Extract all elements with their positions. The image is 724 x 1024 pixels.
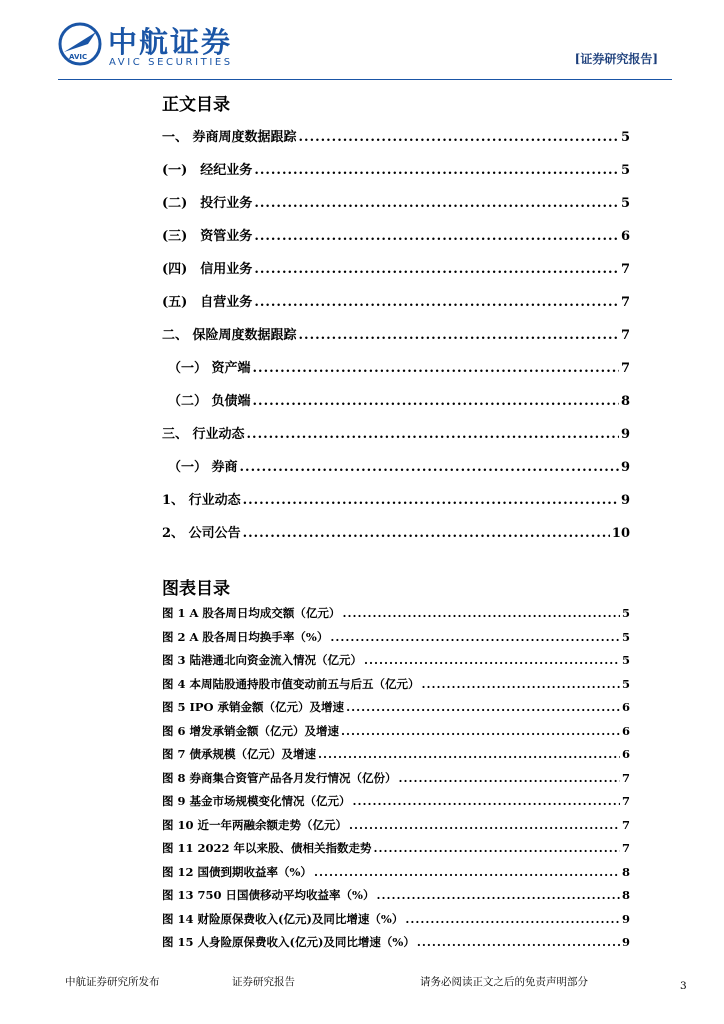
- figure-entry-page: 7: [621, 770, 630, 785]
- figure-entry-page: 7: [621, 841, 630, 855]
- dot-leader: [405, 912, 620, 926]
- figure-entry-text: 图 8 券商集合资管产品各月发行情况（亿份）: [162, 770, 397, 785]
- figure-entry[interactable]: [162, 770, 630, 794]
- figure-entry-page: 5: [621, 653, 630, 667]
- figure-entry-page: 8: [621, 888, 630, 902]
- toc-entry-page: 10: [611, 526, 630, 541]
- figure-entry[interactable]: [162, 723, 630, 747]
- toc-entry[interactable]: [162, 126, 630, 159]
- toc-entry[interactable]: [162, 489, 630, 522]
- figure-entry-text: 图 7 债承规模（亿元）及增速: [162, 747, 317, 761]
- figure-entry-text: 图 3 陆港通北向资金流入情况（亿元）: [162, 653, 363, 667]
- toc-entry-page: 7: [620, 295, 630, 310]
- toc-entry[interactable]: [162, 456, 630, 489]
- figure-entry-text: 图 13 750 日国债移动平均收益率（%）: [162, 888, 375, 902]
- figure-entry-text: 图 10 近一年两融余额走势（亿元）: [162, 817, 348, 832]
- toc-entry[interactable]: [162, 225, 630, 258]
- dot-leader: [330, 630, 620, 644]
- figure-list-title: 图表目录: [162, 579, 230, 599]
- dot-leader: [254, 163, 619, 178]
- toc-entry[interactable]: [162, 159, 630, 192]
- dot-leader: [318, 747, 620, 761]
- figure-entry[interactable]: [162, 817, 630, 841]
- dot-leader: [254, 295, 619, 310]
- logo-english-name: AVIC SECURITIES: [109, 57, 233, 68]
- figure-entry[interactable]: [162, 793, 630, 817]
- toc-entry-text: 一、 券商周度数据跟踪: [162, 130, 297, 145]
- figure-entry-page: 6: [621, 723, 630, 738]
- figure-entry-page: 7: [621, 794, 630, 808]
- footer-doc-type: 证券研究报告: [232, 976, 295, 988]
- figure-entry[interactable]: [162, 629, 630, 653]
- figure-entry-text: 图 9 基金市场规模变化情况（亿元）: [162, 794, 351, 808]
- logo-mark-text: AVIC: [69, 53, 88, 61]
- figure-entry-page: 8: [621, 864, 630, 879]
- toc-entry[interactable]: [162, 291, 630, 324]
- figure-entry-page: 7: [621, 817, 630, 832]
- dot-leader: [254, 196, 619, 211]
- figure-entry-text: 图 2 A 股各周日均换手率（%）: [162, 629, 329, 644]
- figure-entry-page: 9: [621, 911, 630, 926]
- dot-leader: [247, 427, 619, 442]
- figure-entry-text: 图 6 增发承销金额（亿元）及增速: [162, 723, 340, 738]
- report-type-tag: [证券研究报告]: [574, 52, 658, 66]
- dot-leader: [299, 130, 619, 145]
- toc-entry-page: 5: [620, 196, 630, 211]
- table-of-contents: [162, 126, 630, 555]
- toc-entry-text: （二） 负债端: [168, 394, 251, 409]
- toc-entry-text: (二) 投行业务: [162, 196, 253, 211]
- dot-leader: [243, 493, 619, 508]
- dot-leader: [253, 394, 619, 409]
- page-header: [0, 0, 724, 82]
- figure-list: [162, 605, 630, 958]
- toc-entry-page: 6: [620, 229, 630, 244]
- figure-entry-text: 图 11 2022 年以来股、债相关指数走势: [162, 841, 372, 855]
- figure-entry-page: 6: [621, 700, 630, 714]
- figure-entry[interactable]: [162, 652, 630, 676]
- toc-entry-text: (一) 经纪业务: [162, 163, 253, 178]
- dot-leader: [374, 841, 620, 855]
- dot-leader: [341, 724, 620, 738]
- dot-leader: [399, 771, 620, 785]
- figure-entry-page: 6: [621, 747, 630, 761]
- toc-entry-page: 5: [620, 130, 630, 145]
- toc-entry-page: 9: [620, 493, 630, 508]
- toc-entry-page: 7: [620, 262, 630, 277]
- toc-entry-text: （一） 资产端: [168, 361, 251, 376]
- toc-entry-page: 9: [620, 460, 630, 475]
- dot-leader: [417, 935, 620, 949]
- figure-entry-text: 图 1 A 股各周日均成交额（亿元）: [162, 606, 341, 620]
- toc-entry-text: 1、 行业动态: [162, 493, 241, 508]
- header-divider: [58, 79, 672, 80]
- toc-entry-text: 三、 行业动态: [162, 427, 245, 442]
- figure-entry[interactable]: [162, 911, 630, 935]
- figure-entry[interactable]: [162, 746, 630, 770]
- figure-entry-text: 图 15 人身险原保费收入(亿元)及同比增速（%）: [162, 935, 415, 949]
- figure-entry[interactable]: [162, 934, 630, 958]
- toc-entry[interactable]: [162, 324, 630, 357]
- toc-entry-page: 8: [620, 394, 630, 409]
- figure-entry[interactable]: [162, 605, 630, 629]
- figure-entry[interactable]: [162, 699, 630, 723]
- figure-entry[interactable]: [162, 840, 630, 864]
- footer-publisher: 中航证券研究所发布: [65, 976, 160, 988]
- toc-entry-text: 2、 公司公告: [162, 526, 241, 541]
- dot-leader: [240, 460, 619, 475]
- dot-leader: [254, 229, 619, 244]
- dot-leader: [342, 606, 620, 620]
- footer-disclaimer: 请务必阅读正文之后的免责声明部分: [420, 976, 588, 988]
- figure-entry[interactable]: [162, 887, 630, 911]
- dot-leader: [353, 794, 620, 808]
- dot-leader: [376, 888, 620, 902]
- dot-leader: [253, 361, 619, 376]
- toc-entry[interactable]: [162, 357, 630, 390]
- figure-entry[interactable]: [162, 864, 630, 888]
- toc-entry-text: (四) 信用业务: [162, 262, 253, 277]
- toc-entry[interactable]: [162, 258, 630, 291]
- toc-entry-text: (三) 资管业务: [162, 229, 253, 244]
- figure-entry-text: 图 4 本周陆股通持股市值变动前五与后五（亿元）: [162, 676, 420, 691]
- dot-leader: [364, 653, 620, 667]
- avic-logo-icon: [58, 22, 102, 66]
- toc-entry-text: (五) 自营业务: [162, 295, 253, 310]
- dot-leader: [254, 262, 619, 277]
- figure-entry-page: 5: [621, 629, 630, 644]
- figure-entry-text: 图 5 IPO 承销金额（亿元）及增速: [162, 700, 345, 714]
- toc-entry-page: 5: [620, 163, 630, 178]
- dot-leader: [422, 677, 620, 691]
- figure-entry-page: 5: [621, 676, 630, 691]
- page-footer: [0, 968, 724, 998]
- toc-title: 正文目录: [162, 95, 230, 115]
- toc-entry-page: 9: [620, 427, 630, 442]
- toc-entry-text: （一） 券商: [168, 460, 238, 475]
- figure-entry[interactable]: [162, 676, 630, 700]
- dot-leader: [349, 818, 620, 832]
- logo-chinese-name: 中航证券: [108, 25, 233, 59]
- toc-entry-page: 7: [620, 328, 630, 343]
- dot-leader: [314, 865, 620, 879]
- toc-entry[interactable]: [162, 390, 630, 423]
- toc-entry[interactable]: [162, 423, 630, 456]
- toc-entry-page: 7: [620, 361, 630, 376]
- figure-entry-text: 图 14 财险原保费收入(亿元)及同比增速（%）: [162, 911, 404, 926]
- page-number: 3: [680, 980, 687, 992]
- figure-entry-page: 5: [621, 606, 630, 620]
- dot-leader: [243, 526, 610, 541]
- toc-entry[interactable]: [162, 522, 630, 555]
- toc-entry[interactable]: [162, 192, 630, 225]
- figure-entry-page: 9: [621, 935, 630, 949]
- dot-leader: [299, 328, 619, 343]
- toc-entry-text: 二、 保险周度数据跟踪: [162, 328, 297, 343]
- dot-leader: [346, 700, 620, 714]
- figure-entry-text: 图 12 国债到期收益率（%）: [162, 864, 312, 879]
